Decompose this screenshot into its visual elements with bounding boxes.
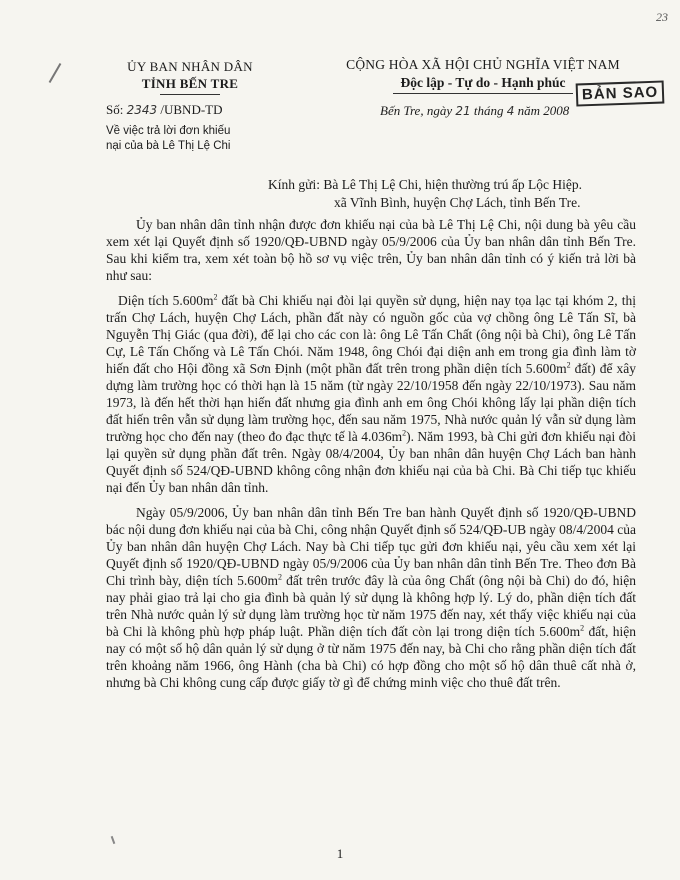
copy-stamp: BẢN SAO: [576, 80, 665, 106]
pen-mark: [111, 836, 116, 844]
issuer-org-line2: TỈNH BẾN TRE: [141, 76, 239, 91]
date-day: 21: [455, 104, 471, 118]
para2-part-a: Diện tích 5.600m: [118, 293, 214, 308]
para3-part-a: Ngày 05/9/2006, Ủy ban nhân dân tỉnh Bến Tre ban hành Quyết định số 1920/QĐ-UBND bác nội dung đơn khiếu nại của bà Chi, công nhận Quyết định số 524/QĐ-UB ngày 08/4/2004 của Ủy ban nhân dân huyện Chợ Lách. Nay bà Chi tiếp tục gửi đơn khiếu nại, yêu cầu xem xét lại Quyết định số 1920/QĐ-UBND ngày 05/9/2006 của Ủy ban nhân dân tỉnh Bến Tre. Theo đơn Bà Chi trình bày, diện tích 5.600m: [106, 505, 636, 588]
para2-part-b: đất bà Chi khiếu nại đòi lại quyền sử dụng, hiện nay tọa lạc tại khóm 2, thị trấn Chợ Lách, huyện Chợ Lách, phần đất này có nguồn gốc của vợ chồng ông Lê Tấn Sĩ, bà Nguyễn Thị Giác (qua đời), để lại cho các con là: ông Lê Tấn Chất (ông nội bà Chi), ông Lê Tấn Cự, Lê Tấn Chống và Lê Tấn Chói. Năm 1948, ông Chói đại diện anh em trong gia đình làm tờ hiến đất cho Hội đồng xã Sơn Định (một phần đất trên trong phần diện tích 5.600m: [106, 293, 636, 376]
national-motto: Độc lập - Tự do - Hạnh phúc: [400, 75, 566, 90]
motto-underline: [393, 93, 573, 94]
para3-part-b: đất trên trước đây là của ông Chất (ông nội bà Chi) do đó, hiện nay phải giao trả lại cho gia đình bà quản lý sử dụng là không hợp lý. Lý do, phần diện tích đất trên Nhà nước quản lý sử dụng làm trường học từ năm 1975 đến nay, xét thấy việc khiếu nại của bà Chi là không phù hợp pháp luật. Phần diện tích đất còn lại trong diện tích 5.600m: [106, 573, 636, 639]
body-paragraph-2: [106, 292, 636, 496]
subject-line1: Về việc trả lời đơn khiếu: [106, 125, 231, 137]
para2-part-c: đất) để xây dựng làm trường học có thời hạn là 15 năm (từ ngày 22/10/1958 đến ngày 22/10/1973). Sau năm 1973, là đến hết thời hạn hiến đất nhưng gia đình anh em ông Chói không lấy lại phần diện tích đất hiến trên vẫn sử dụng làm trường học, đến sau năm 1975, Nhà nước quản lý vẫn sử dụng làm trường học cho đến nay (theo đo đạc thực tế là 4.036m: [106, 361, 636, 444]
date-month-label: tháng: [473, 103, 504, 118]
page-number: 1: [336, 846, 344, 861]
number-suffix: /UBND-TD: [160, 102, 223, 117]
superscript: 2: [277, 572, 282, 582]
recipient-line1: Kính gửi: Bà Lê Thị Lệ Chi, hiện thường trú ấp Lộc Hiệp.: [268, 177, 582, 192]
date-prefix: Bến Tre, ngày: [380, 103, 453, 118]
letter-body: [106, 216, 636, 699]
superscript: 2: [402, 428, 407, 438]
superscript: 2: [213, 292, 218, 302]
pen-mark: [49, 63, 62, 83]
document-subject: [106, 124, 256, 154]
corner-page-number: 23: [656, 10, 668, 24]
issuer-header: [100, 58, 280, 95]
subject-line2: nại của bà Lê Thị Lệ Chi: [106, 140, 231, 152]
superscript: 2: [580, 623, 585, 633]
superscript: 2: [566, 360, 571, 370]
number-prefix: Số:: [106, 102, 124, 117]
issuer-org-line1: ỦY BAN NHÂN DÂN: [127, 59, 253, 74]
issue-date: [380, 103, 569, 119]
body-paragraph-3: [106, 504, 636, 691]
date-year: năm 2008: [517, 103, 570, 118]
para2-part-d: ). Năm 1993, bà Chi gửi đơn khiếu nại đòi lại quyền sử dụng phần đất trên. Ngày 08/4/2004, Ủy ban nhân dân huyện Chợ Lách ban hành Quyết định số 524/QĐ-UBND không công nhận đơn khiếu nại của bà Chi. Bà Chi tiếp tục khiếu nại đến Ủy ban nhân dân tỉnh.: [106, 429, 636, 495]
issuer-underline: [160, 94, 220, 95]
body-paragraph-1: Ủy ban nhân dân tỉnh nhận được đơn khiếu nại của bà Lê Thị Lệ Chi, nội dung bà yêu cầu xem xét lại Quyết định số 1920/QĐ-UBND ngày 05/9/2006 của Ủy ban nhân dân tỉnh Bến Tre. Sau khi kiểm tra, xem xét toàn bộ hồ sơ vụ việc trên, Ủy ban nhân dân tỉnh có ý kiến trả lời bà như sau:: [106, 217, 636, 283]
date-month: 4: [506, 104, 515, 118]
para3-part-c: đất, hiện nay có một số hộ dân quản lý sử dụng ở từ năm 1975 đến nay, bà Chi cho rằng phần diện tích đất trên khoảng năm 1966, ông Hành (cha bà Chi) có hợp đồng cho một số hộ dân thuê cất nhà ở, nhưng bà Chi không cung cấp được giấy tờ gì để chứng minh việc cho thuê đất trên.: [106, 624, 636, 690]
recipient-line2: xã Vĩnh Bình, huyện Chợ Lách, tỉnh Bến Tre.: [334, 195, 581, 210]
number-handwritten: 2343: [126, 103, 158, 117]
nation-name: CỘNG HÒA XÃ HỘI CHỦ NGHĨA VIỆT NAM: [346, 57, 620, 72]
document-number: [106, 102, 223, 118]
recipient-block: [268, 176, 658, 212]
